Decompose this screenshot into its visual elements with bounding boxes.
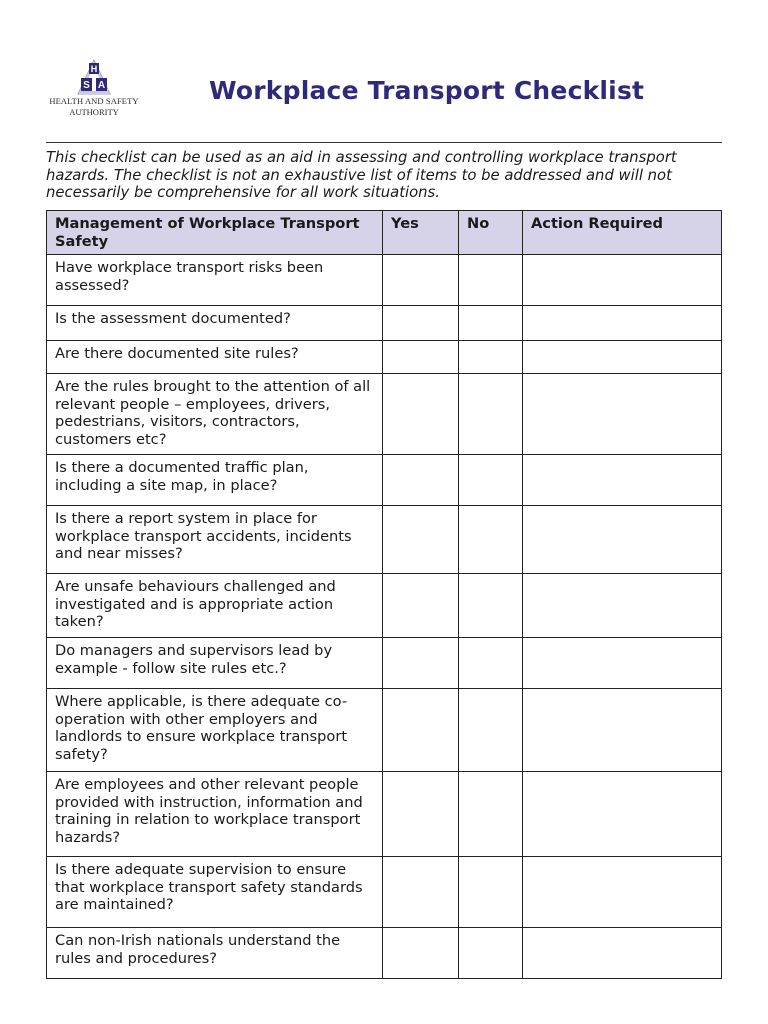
table-row — [47, 638, 722, 689]
yes-cell[interactable] — [383, 689, 459, 772]
action-cell[interactable] — [523, 506, 722, 574]
action-cell[interactable] — [523, 638, 722, 689]
yes-cell[interactable] — [383, 638, 459, 689]
title-divider — [46, 142, 722, 143]
no-cell[interactable] — [459, 928, 523, 979]
question-cell: Have workplace transport risks been assessed? — [47, 255, 383, 306]
table-row — [47, 374, 722, 455]
action-cell[interactable] — [523, 928, 722, 979]
logo-letter-a: A — [97, 80, 106, 91]
action-cell[interactable] — [523, 306, 722, 341]
no-cell[interactable] — [459, 455, 523, 506]
header-yes: Yes — [383, 211, 459, 255]
action-cell[interactable] — [523, 857, 722, 928]
hsa-triangle-logo-icon — [46, 58, 142, 98]
no-cell[interactable] — [459, 374, 523, 455]
question-cell: Are there documented site rules? — [47, 341, 383, 374]
checklist-table — [46, 210, 722, 979]
header-action: Action Required — [523, 211, 722, 255]
no-cell[interactable] — [459, 857, 523, 928]
table-row — [47, 574, 722, 638]
yes-cell[interactable] — [383, 506, 459, 574]
yes-cell[interactable] — [383, 772, 459, 857]
question-cell: Can non-Irish nationals understand the rules and procedures? — [47, 928, 383, 979]
question-cell: Do managers and supervisors lead by example - follow site rules etc.? — [47, 638, 383, 689]
yes-cell[interactable] — [383, 455, 459, 506]
intro-text: This checklist can be used as an aid in assessing and controlling workplace transport hazards. The checklist is not an exhaustive list of items to be addressed and will not necessarily be comprehensive for all work situations. — [46, 149, 677, 202]
yes-cell[interactable] — [383, 341, 459, 374]
table-row — [47, 255, 722, 306]
no-cell[interactable] — [459, 255, 523, 306]
yes-cell[interactable] — [383, 928, 459, 979]
question-cell: Are employees and other relevant people provided with instruction, information and training in relation to workplace transport hazards? — [47, 772, 383, 857]
yes-cell[interactable] — [383, 374, 459, 455]
no-cell[interactable] — [459, 574, 523, 638]
no-cell[interactable] — [459, 506, 523, 574]
action-cell[interactable] — [523, 772, 722, 857]
question-cell: Is the assessment documented? — [47, 306, 383, 341]
table-header-row — [47, 211, 722, 255]
action-cell[interactable] — [523, 255, 722, 306]
table-row — [47, 506, 722, 574]
table-row — [47, 928, 722, 979]
logo-letter-s: S — [83, 80, 90, 91]
no-cell[interactable] — [459, 341, 523, 374]
question-cell: Is there adequate supervision to ensure that workplace transport safety standards are maintained? — [47, 857, 383, 928]
action-cell[interactable] — [523, 374, 722, 455]
no-cell[interactable] — [459, 689, 523, 772]
question-cell: Is there a documented traffic plan, including a site map, in place? — [47, 455, 383, 506]
table-row — [47, 455, 722, 506]
hsa-logo — [46, 58, 142, 120]
logo-text-line1: HEALTH AND SAFETY — [49, 96, 139, 106]
question-cell: Are unsafe behaviours challenged and investigated and is appropriate action taken? — [47, 574, 383, 638]
no-cell[interactable] — [459, 772, 523, 857]
action-cell[interactable] — [523, 341, 722, 374]
yes-cell[interactable] — [383, 306, 459, 341]
action-cell[interactable] — [523, 574, 722, 638]
header-no: No — [459, 211, 523, 255]
action-cell[interactable] — [523, 455, 722, 506]
header-question: Management of Workplace Transport Safety — [47, 211, 383, 255]
logo-letter-h: H — [90, 64, 98, 74]
question-cell: Where applicable, is there adequate co-operation with other employers and landlords to ensure workplace transport safety? — [47, 689, 383, 772]
yes-cell[interactable] — [383, 574, 459, 638]
table-row — [47, 772, 722, 857]
yes-cell[interactable] — [383, 255, 459, 306]
question-cell: Is there a report system in place for workplace transport accidents, incidents and near misses? — [47, 506, 383, 574]
no-cell[interactable] — [459, 638, 523, 689]
table-row — [47, 689, 722, 772]
question-cell: Are the rules brought to the attention of all relevant people – employees, drivers, pedestrians, visitors, contractors, customers etc? — [47, 374, 383, 455]
yes-cell[interactable] — [383, 857, 459, 928]
action-cell[interactable] — [523, 689, 722, 772]
logo-text-line2: AUTHORITY — [69, 107, 119, 117]
page-title: Workplace Transport Checklist — [209, 76, 645, 105]
table-row — [47, 857, 722, 928]
table-row — [47, 341, 722, 374]
no-cell[interactable] — [459, 306, 523, 341]
table-row — [47, 306, 722, 341]
